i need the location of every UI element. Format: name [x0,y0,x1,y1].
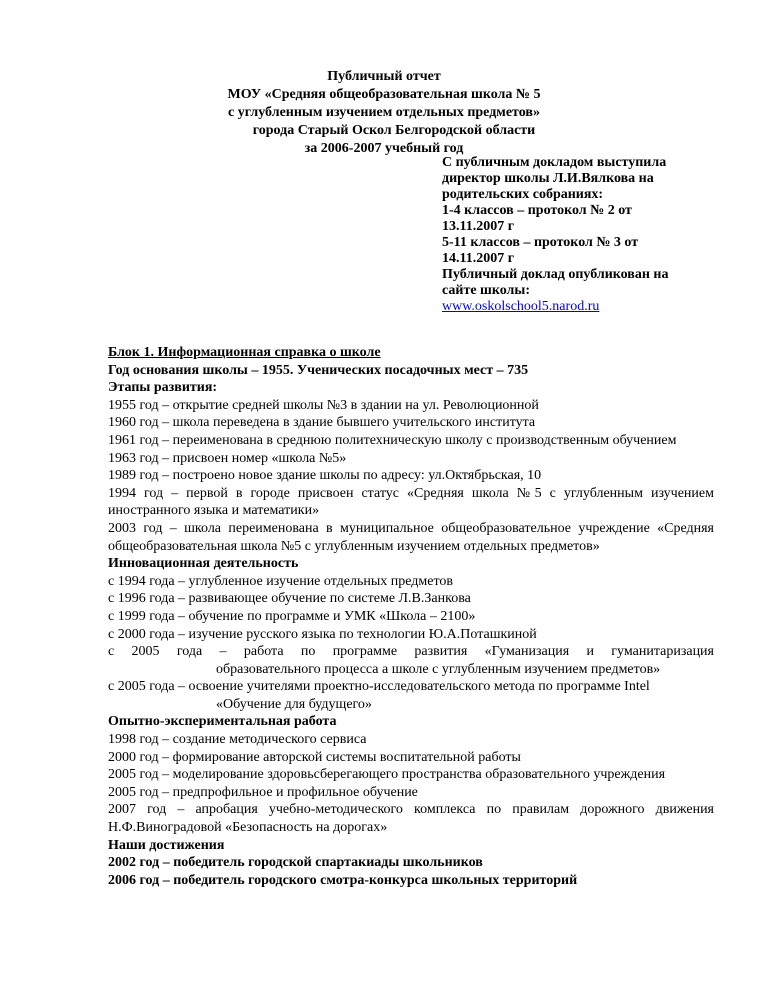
innovation-item: с 2005 года – работа по программе развития «Гуманизация и гуманитаризация [108,644,714,660]
stage-item: 1961 год – переименована в среднюю политехническую школу с производственным обучением [108,432,677,448]
innovation-item: с 2000 года – изучение русского языка по технологии Ю.А.Поташкиной [108,626,537,642]
header-line: за 2006-2007 учебный год [304,141,464,156]
section-heading-achievements: Наши достижения [108,837,225,853]
attribution-line: директор школы Л.И.Вялкова на [442,171,654,186]
experimental-item: 1998 год – создание методического сервиса [108,732,367,748]
attribution-line: 14.11.2007 г [442,251,515,266]
stage-item: 1963 год – присвоен номер «школа №5» [108,450,347,466]
stage-item: 2003 год – школа переименована в муниципальное общеобразовательное учреждение «Средняя общеобразовательная школа №5 с углубленным изучением отдельных предметов» [108,520,714,554]
header-line: города Старый Оскол Белгородской области [252,123,536,138]
section-heading-stages: Этапы развития: [108,380,218,396]
school-website-link[interactable]: www.oskolschool5.narod.ru [442,299,600,314]
section-heading-experimental: Опытно-экспериментальная работа [108,714,337,730]
stage-item: 1994 год – первой в городе присвоен статус «Средняя школа №5 с углубленным изучением иностранного языка и математики» [108,485,714,519]
innovation-item-continued: образовательного процесса а школе с углубленным изучением предметов» [216,661,661,677]
stage-item: 1989 год – построено новое здание школы по адресу: ул.Октябрьская, 10 [108,468,542,484]
attribution-line: 13.11.2007 г [442,219,515,234]
innovation-item-continued: «Обучение для будущего» [216,696,372,712]
attribution-line: сайте школы: [442,283,531,298]
report-header [0,68,768,158]
achievement-item: 2002 год – победитель городской спартакиады школьников [108,855,483,871]
header-line: с углубленным изучением отдельных предметов» [228,105,540,120]
experimental-item: 2005 год – предпрофильное и профильное обучение [108,784,418,800]
document-body [108,344,714,889]
report-attribution [442,155,732,315]
innovation-item: с 1994 года – углубленное изучение отдельных предметов [108,573,454,589]
attribution-line: родительских собраниях: [442,187,604,202]
attribution-line: 5-11 классов – протокол № 3 от [442,235,639,250]
innovation-item: с 1999 года – обучение по программе и УМК «Школа – 2100» [108,608,476,624]
achievement-item: 2006 год – победитель городского смотра-конкурса школьных территорий [108,872,578,888]
header-line: МОУ «Средняя общеобразовательная школа № 5 [227,87,541,102]
stage-item: 1955 год – открытие средней школы №3 в здании на ул. Революционной [108,397,539,413]
innovation-item: с 1996 года – развивающее обучение по системе Л.В.Занкова [108,591,471,607]
block-title: Блок 1. Информационная справка о школе [108,345,381,360]
attribution-line: Публичный доклад опубликован на [442,267,669,282]
innovation-item: с 2005 года – освоение учителями проектно-исследовательского метода по программе Intel [108,679,650,695]
attribution-line: 1-4 классов – протокол № 2 от [442,203,632,218]
experimental-item: 2000 год – формирование авторской системы воспитательной работы [108,749,521,765]
founded-line: Год основания школы – 1955. Ученических посадочных мест – 735 [108,362,529,378]
header-line: Публичный отчет [327,69,441,84]
stage-item: 1960 год – школа переведена в здание бывшего учительского института [108,415,536,431]
section-heading-innovation: Инновационная деятельность [108,556,299,572]
experimental-item: 2007 год – апробация учебно-методического комплекса по правилам дорожного движения Н.Ф.Виноградовой «Безопасность на дорогах» [108,802,714,836]
experimental-item: 2005 год – моделирование здоровьсберегающего пространства образовательного учреждения [108,767,666,783]
attribution-line: С публичным докладом выступила [442,155,667,170]
